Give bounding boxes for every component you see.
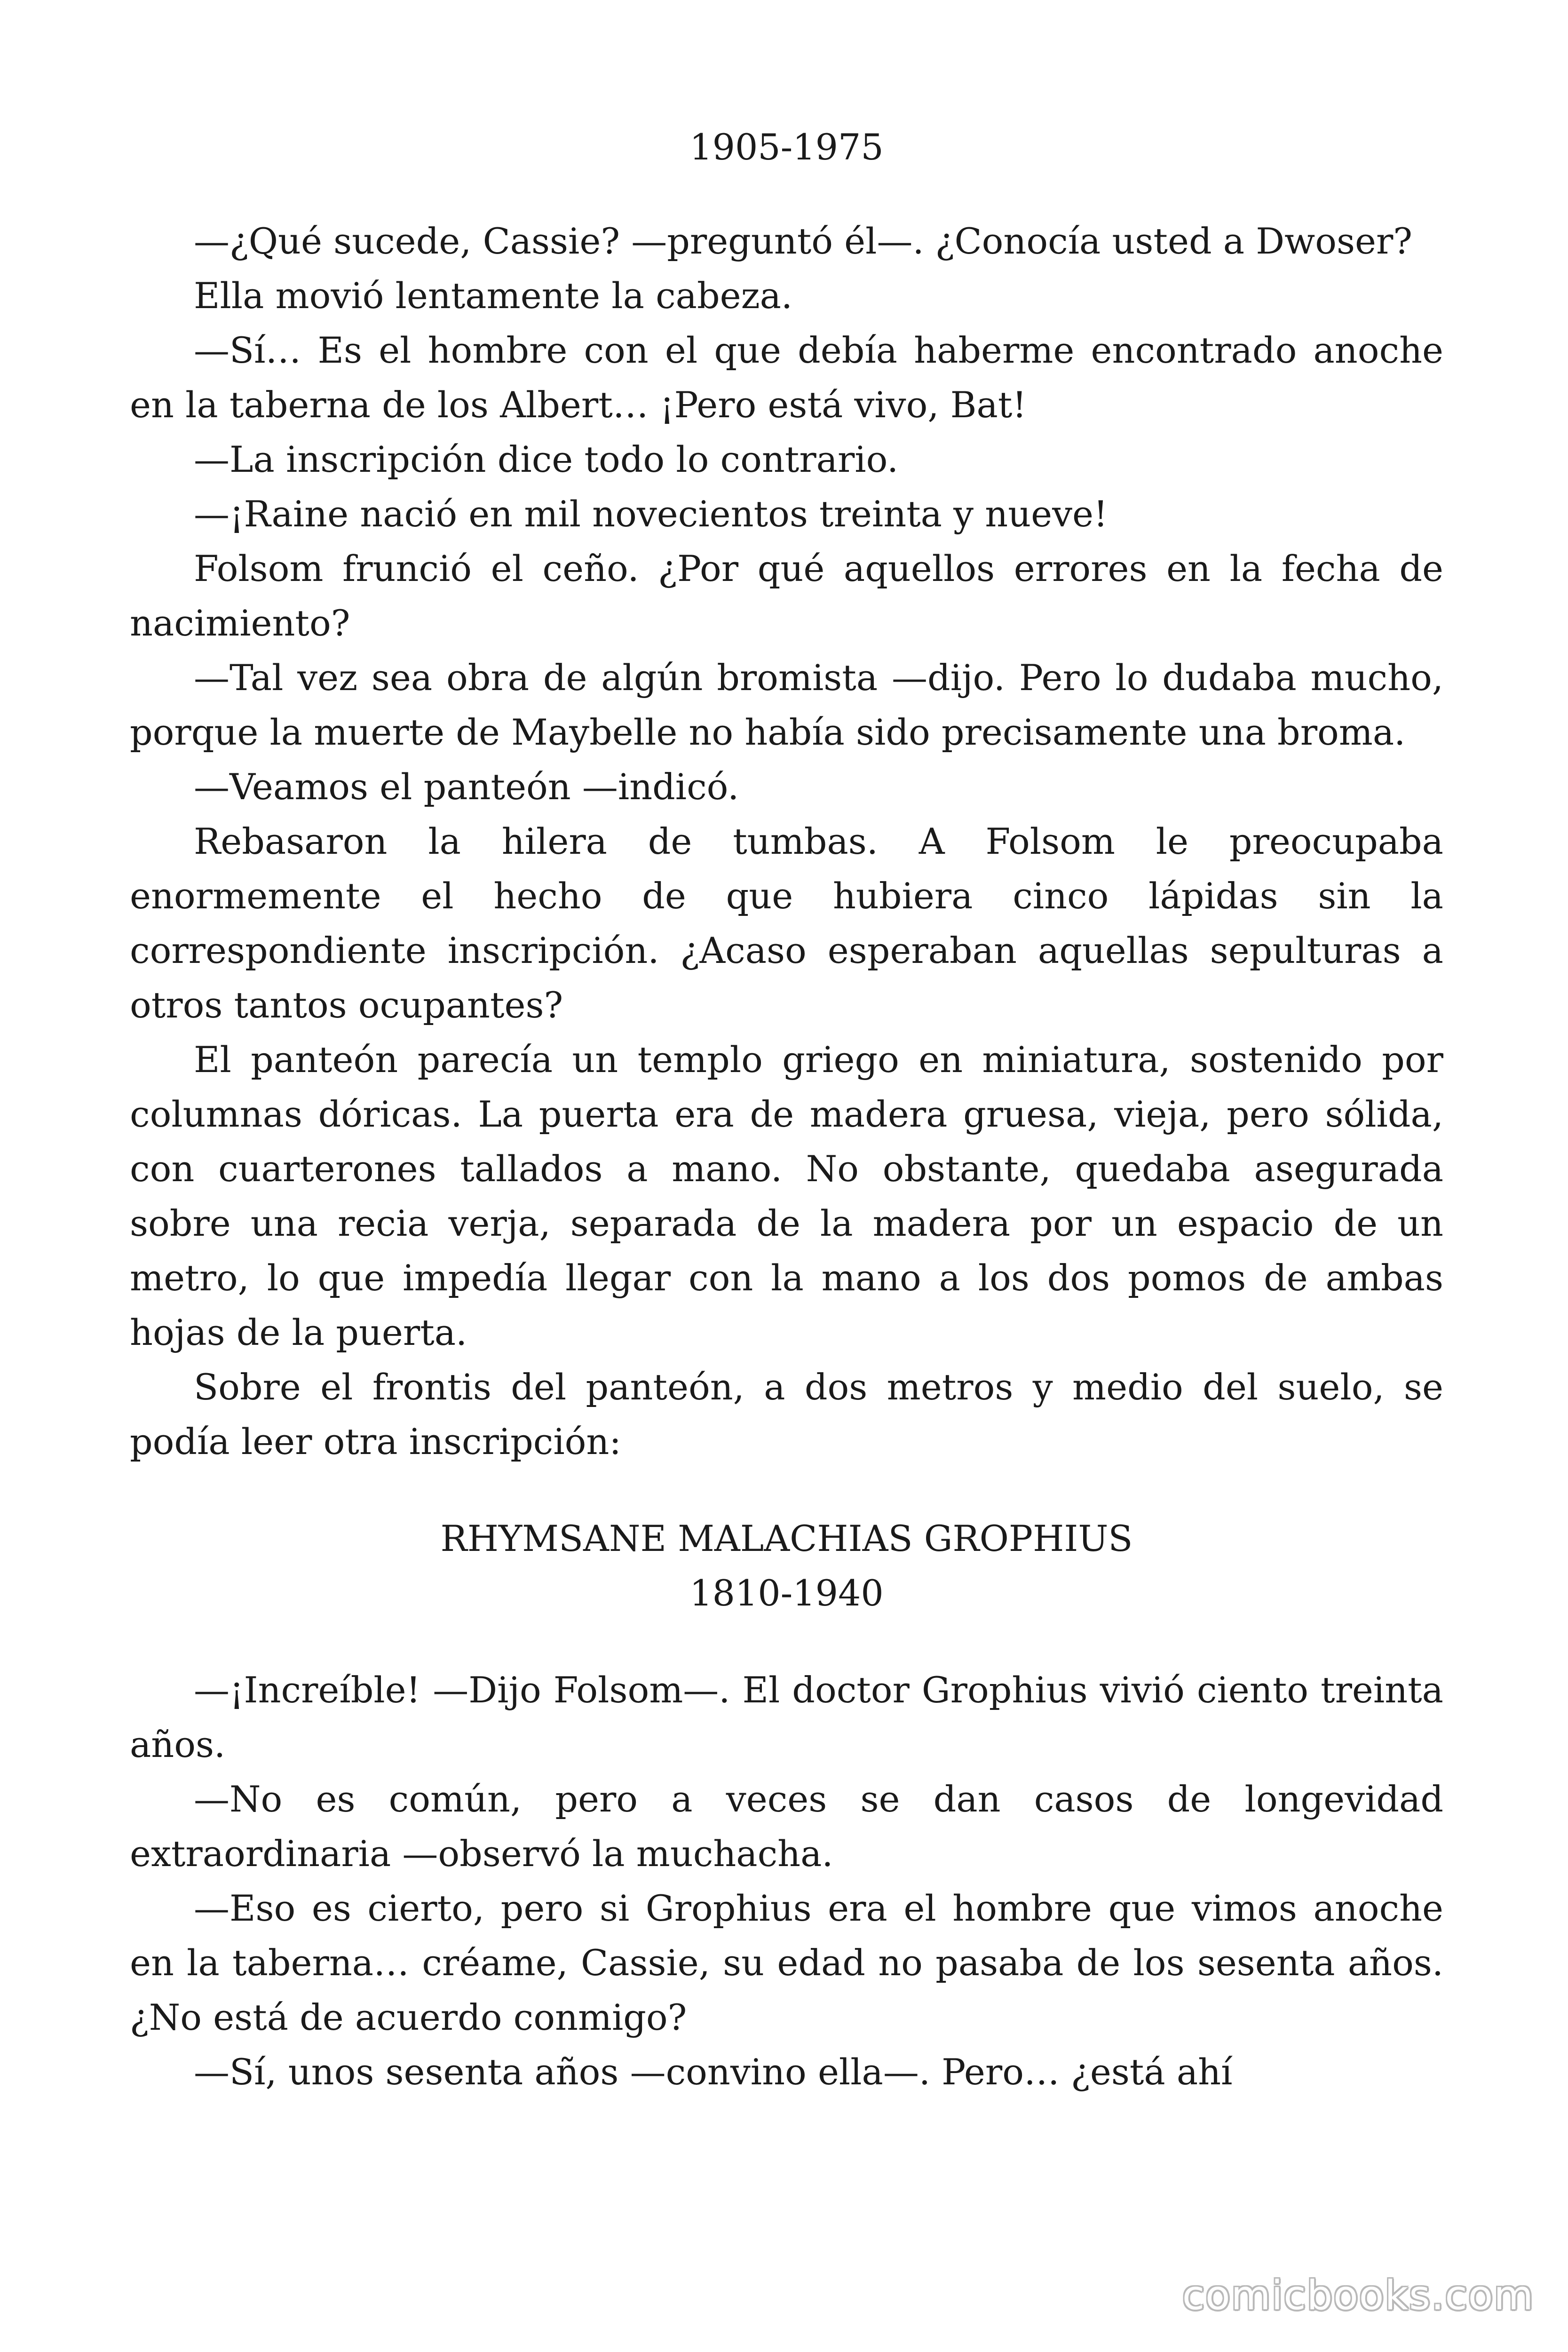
paragraph: —Tal vez sea obra de algún bromista —dijo. Pero lo dudaba mucho, porque la muerte de Maybelle no había sido precisamente una broma. xyxy=(130,657,1443,753)
paragraph: Folsom frunció el ceño. ¿Por qué aquellos errores en la fecha de nacimiento? xyxy=(130,548,1443,644)
paragraph: Rebasaron la hilera de tumbas. A Folsom le preocupaba enormemente el hecho de que hubiera cinco lápidas sin la correspondiente inscripción. ¿Acaso esperaban aquellas sepulturas a otros tantos ocupantes? xyxy=(130,820,1443,1026)
paragraph: —Eso es cierto, pero si Grophius era el hombre que vimos anoche en la taberna… créame, Cassie, su edad no pasaba de los sesenta años. ¿No está de acuerdo conmigo? xyxy=(130,1887,1443,2038)
inscription-dates: 1810-1940 xyxy=(689,1572,884,1614)
paragraph: —No es común, pero a veces se dan casos de longevidad extraordinaria —observó la muchacha. xyxy=(130,1778,1443,1875)
paragraph: —Sí, unos sesenta años —convino ella—. Pero… ¿está ahí xyxy=(194,2051,1233,2093)
paragraph: Sobre el frontis del panteón, a dos metros y medio del suelo, se podía leer otra inscripción: xyxy=(130,1366,1443,1462)
paragraph: —¿Qué sucede, Cassie? —preguntó él—. ¿Conocía usted a Dwoser? xyxy=(194,220,1413,262)
paragraph: —Sí… Es el hombre con el que debía haberme encontrado anoche en la taberna de los Albert… ¡Pero está vivo, Bat! xyxy=(130,329,1443,426)
paragraph: —La inscripción dice todo lo contrario. xyxy=(194,438,899,480)
paragraph: —¡Raine nació en mil novecientos treinta y nueve! xyxy=(194,493,1108,535)
tomb-inscription xyxy=(130,1511,1443,1621)
page-header-dates: 1905-1975 xyxy=(689,126,884,168)
paragraph: —¡Increíble! —Dijo Folsom—. El doctor Grophius vivió ciento treinta años. xyxy=(130,1669,1443,1765)
inscription-name: RHYMSANE MALACHIAS GROPHIUS xyxy=(440,1518,1133,1559)
paragraph: Ella movió lentamente la cabeza. xyxy=(194,275,793,317)
watermark: comicbooks.com xyxy=(1182,2272,1534,2319)
book-page xyxy=(130,120,1443,2099)
paragraph: —Veamos el panteón —indicó. xyxy=(194,766,739,808)
paragraph: El panteón parecía un templo griego en miniatura, sostenido por columnas dóricas. La puerta era de madera gruesa, vieja, pero sólida, con cuarterones tallados a mano. No obstante, quedaba asegurada sobre una recia verja, separada de la madera por un espacio de un metro, lo que impedía llegar con la mano a los dos pomos de ambas hojas de la puerta. xyxy=(130,1039,1443,1353)
